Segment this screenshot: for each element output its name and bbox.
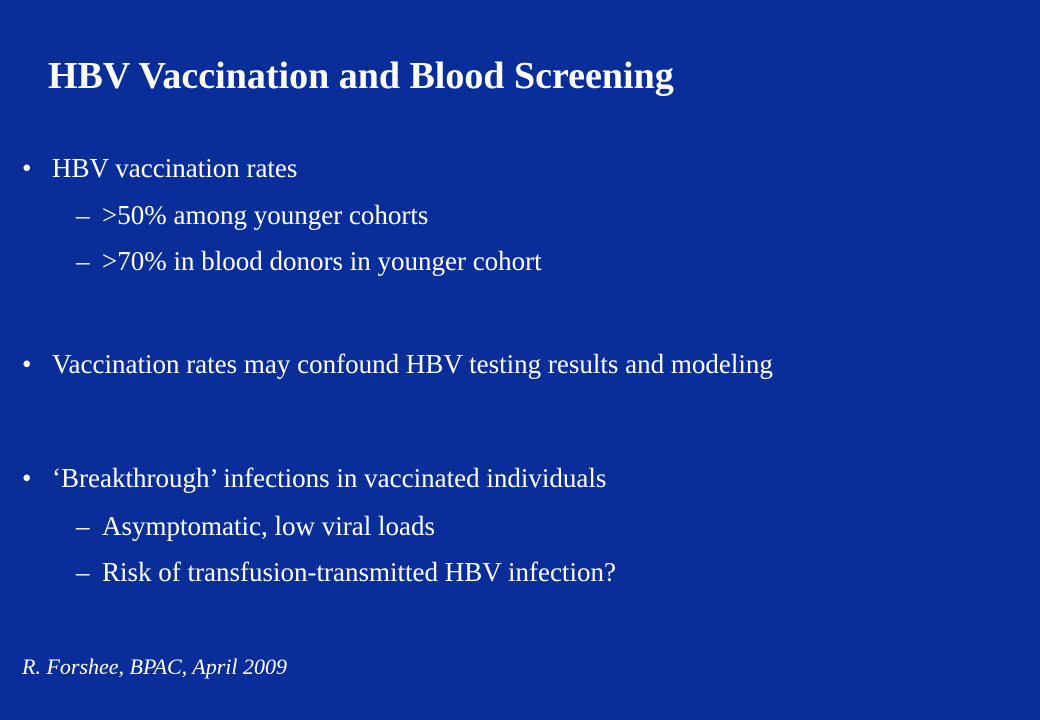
bullet-icon: •	[22, 349, 32, 379]
dash-icon: –	[76, 511, 90, 541]
bullet-icon: •	[22, 153, 32, 183]
sub-bullet-text: >50% among younger cohorts	[102, 200, 429, 230]
sub-bullet-text: >70% in blood donors in younger cohort	[102, 246, 542, 276]
bullet-icon: •	[22, 463, 32, 493]
bullet-text: ‘Breakthrough’ infections in vaccinated individuals	[52, 463, 607, 493]
dash-icon: –	[76, 200, 90, 230]
dash-icon: –	[76, 557, 90, 587]
bullet-text: Vaccination rates may confound HBV testing results and modeling	[52, 349, 773, 379]
sub-bullet-text: Risk of transfusion-transmitted HBV infection?	[102, 557, 616, 587]
sub-bullet-text: Asymptomatic, low viral loads	[102, 511, 435, 541]
slide-title: HBV Vaccination and Blood Screening	[48, 55, 674, 97]
bullet-text: HBV vaccination rates	[52, 153, 298, 183]
dash-icon: –	[76, 246, 90, 276]
citation: R. Forshee, BPAC, April 2009	[22, 654, 288, 679]
